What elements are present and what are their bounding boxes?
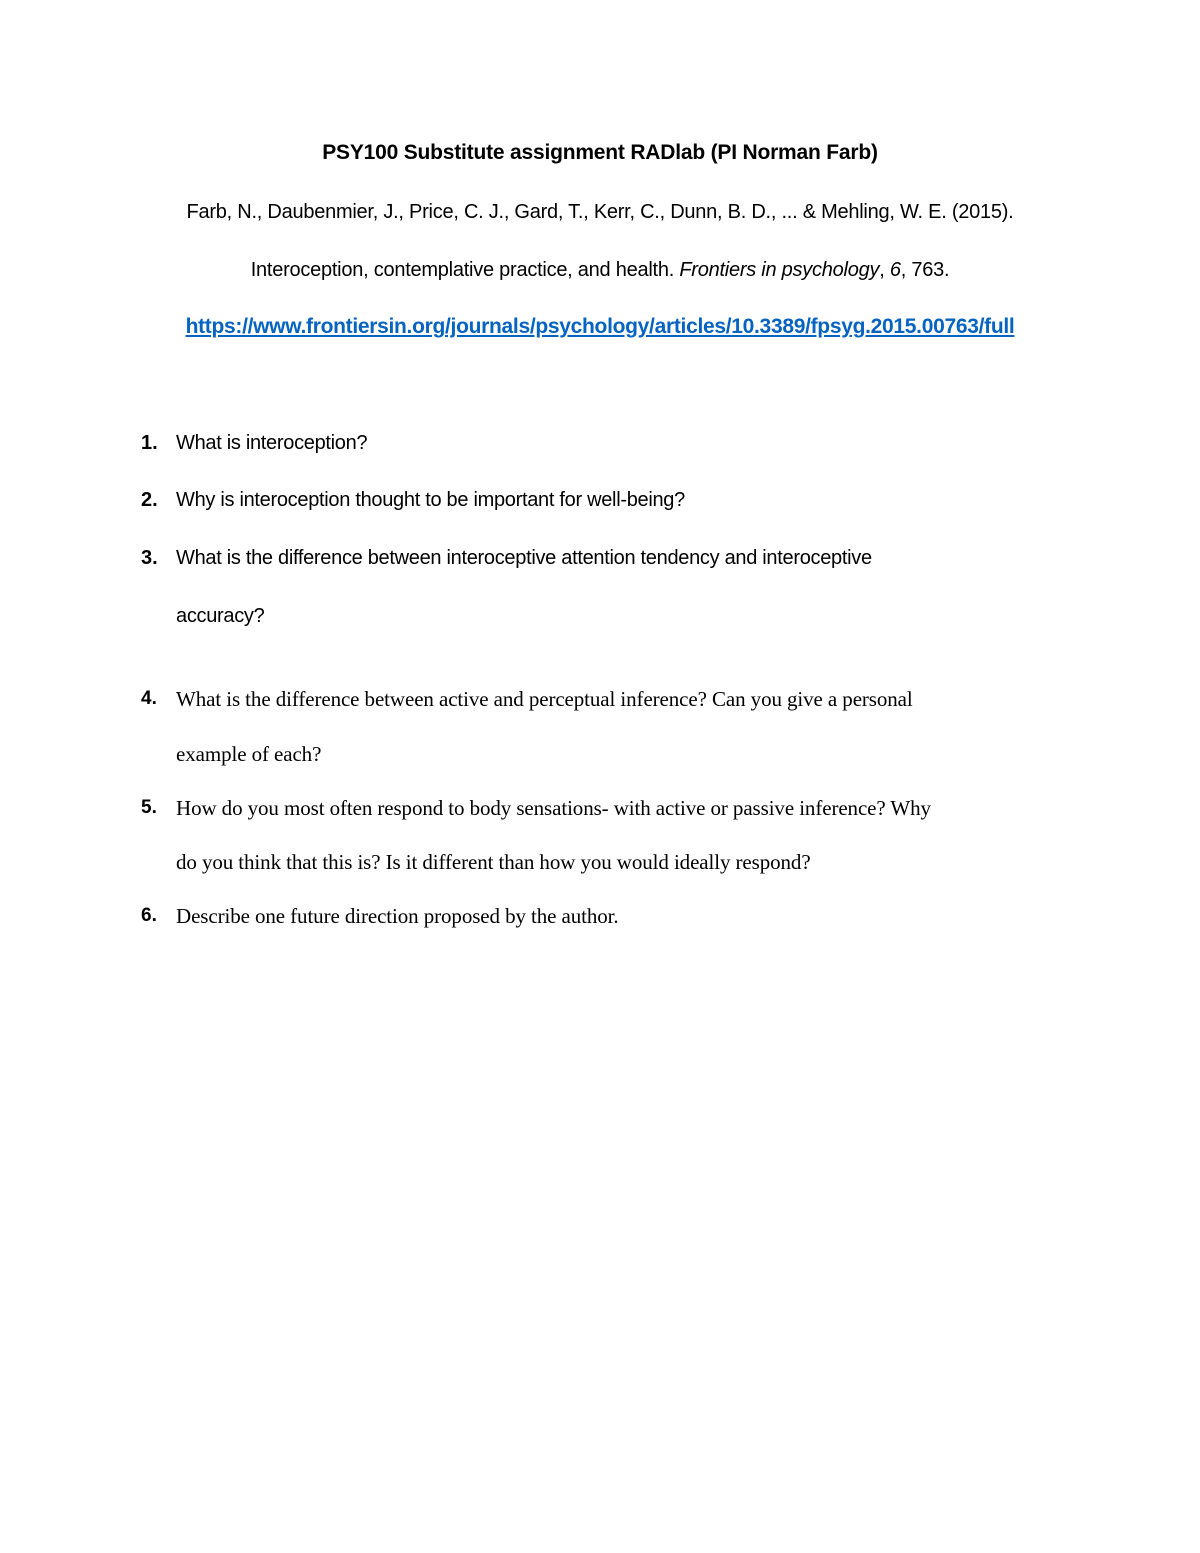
citation-journal: Frontiers in psychology — [679, 259, 880, 281]
document-title: PSY100 Substitute assignment RADlab (PI Norman Farb) — [322, 141, 878, 164]
question-text-line-2: example of each? — [176, 742, 322, 766]
question-text: Describe one future direction proposed by the author. — [176, 904, 619, 928]
citation-separator: , — [879, 259, 890, 281]
question-text: Why is interoception thought to be important for well-being? — [176, 489, 685, 511]
question-text-line-1: What is the difference between interoceptive attention tendency and interoceptive — [176, 547, 872, 569]
citation-line-1: Farb, N., Daubenmier, J., Price, C. J., Gard, T., Kerr, C., Dunn, B. D., ... & Mehling, W. E. (2015). — [186, 201, 1014, 223]
question-text-line-2: accuracy? — [176, 605, 265, 627]
question-number: 4. — [141, 688, 157, 709]
citation-volume: 6 — [889, 259, 901, 281]
question-number: 2. — [141, 489, 158, 511]
question-number: 3. — [141, 547, 158, 569]
citation-pages: , 763. — [900, 259, 950, 281]
article-link[interactable]: https://www.frontiersin.org/journals/psychology/articles/10.3389/fpsyg.2015.00763/full — [185, 315, 1015, 338]
question-number: 1. — [141, 432, 158, 454]
question-text-line-1: How do you most often respond to body sensations- with active or passive inference? Why — [176, 796, 931, 820]
citation-url-line — [0, 315, 1200, 339]
citation-article-title: Interoception, contemplative practice, and health. — [250, 259, 680, 281]
citation-line-2 — [0, 259, 1200, 282]
question-number: 5. — [141, 797, 157, 818]
question-text-line-2: do you think that this is? Is it different than how you would ideally respond? — [176, 850, 811, 874]
question-number: 6. — [141, 905, 157, 926]
question-text: What is interoception? — [176, 432, 368, 454]
question-text-line-1: What is the difference between active and perceptual inference? Can you give a personal — [176, 687, 913, 711]
